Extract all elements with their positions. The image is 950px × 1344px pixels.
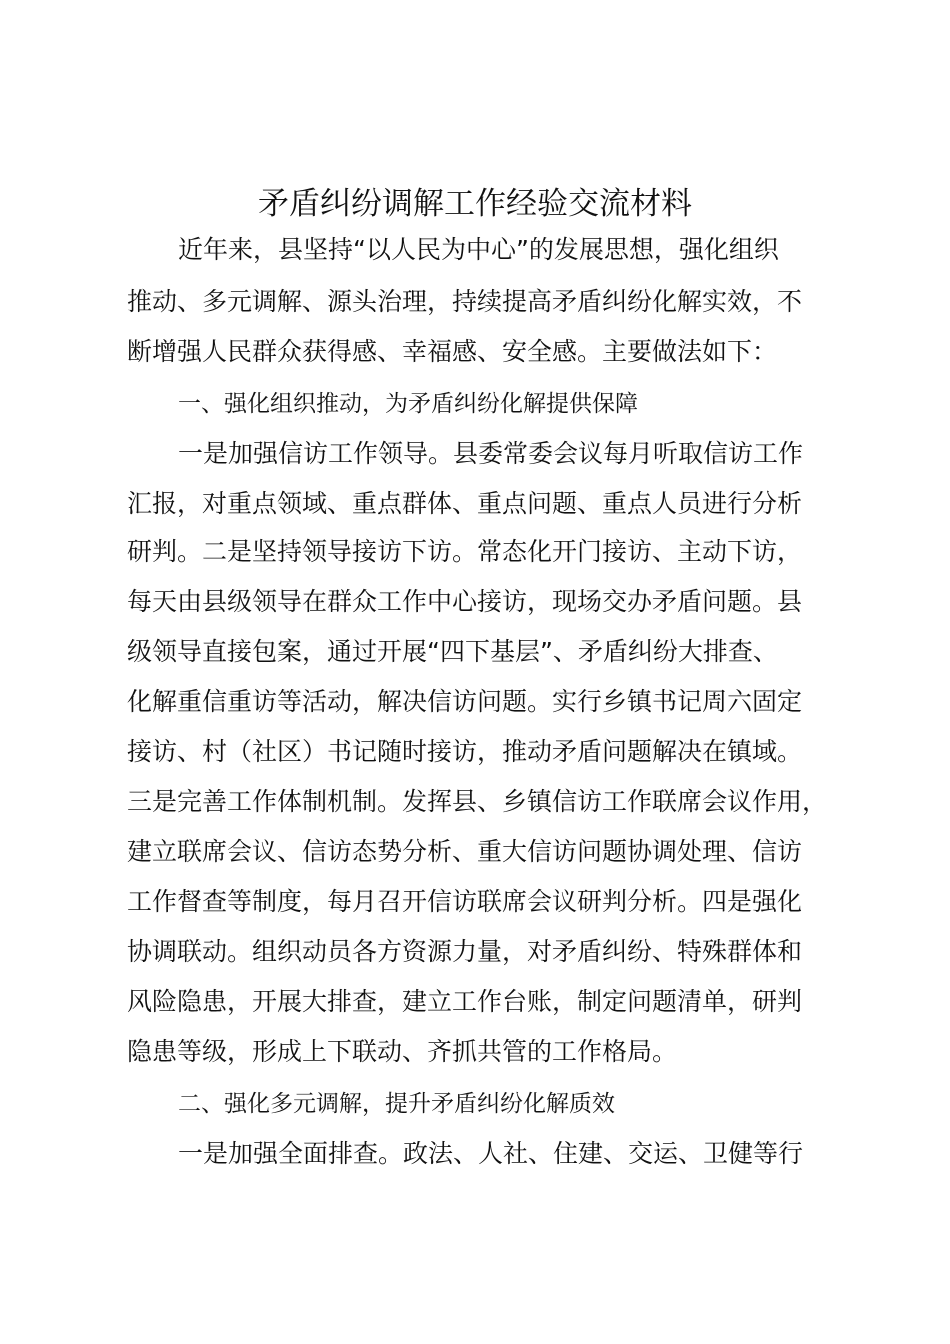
section-heading: 二、强化多元调解，提升矛盾纠纷化解质效 (178, 1091, 615, 1117)
paragraph-line: 一是加强信访工作领导。县委常委会议每月听取信访工作 (178, 439, 804, 468)
paragraph-line: 隐患等级，形成上下联动、齐抓共管的工作格局。 (127, 1037, 678, 1066)
paragraph-line: 近年来，县坚持“以人民为中心”的发展思想，强化组织 (178, 235, 779, 264)
section-heading: 一、强化组织推动，为矛盾纠纷化解提供保障 (178, 391, 638, 417)
paragraph-line: 推动、多元调解、源头治理，持续提高矛盾纠纷化解实效，不 (127, 287, 803, 316)
paragraph-line: 断增强人民群众获得感、幸福感、安全感。主要做法如下： (127, 337, 778, 366)
paragraph-line: 汇报，对重点领域、重点群体、重点问题、重点人员进行分析 (127, 489, 803, 518)
document-title: 矛盾纠纷调解工作经验交流材料 (258, 186, 692, 222)
paragraph-line: 工作督查等制度，每月召开信访联席会议研判分析。四是强化 (127, 887, 803, 916)
paragraph-line: 风险隐患，开展大排查，建立工作台账，制定问题清单，研判 (127, 987, 803, 1016)
paragraph-line: 化解重信重访等活动，解决信访问题。实行乡镇书记周六固定 (127, 687, 803, 716)
paragraph-line: 协调联动。组织动员各方资源力量，对矛盾纠纷、特殊群体和 (127, 937, 803, 966)
paragraph-line: 建立联席会议、信访态势分析、重大信访问题协调处理、信访 (127, 837, 803, 866)
paragraph-line: 三是完善工作体制机制。发挥县、乡镇信访工作联席会议作用， (127, 787, 828, 816)
paragraph-line: 一是加强全面排查。政法、人社、住建、交运、卫健等行 (178, 1139, 804, 1168)
paragraph-line: 接访、村（社区）书记随时接访，推动矛盾问题解决在镇域。 (127, 737, 803, 766)
paragraph-line: 级领导直接包案，通过开展“四下基层”、矛盾纠纷大排查、 (127, 637, 778, 666)
paragraph-line: 研判。二是坚持领导接访下访。常态化开门接访、主动下访， (127, 537, 803, 566)
paragraph-line: 每天由县级领导在群众工作中心接访，现场交办矛盾问题。县 (127, 587, 803, 616)
